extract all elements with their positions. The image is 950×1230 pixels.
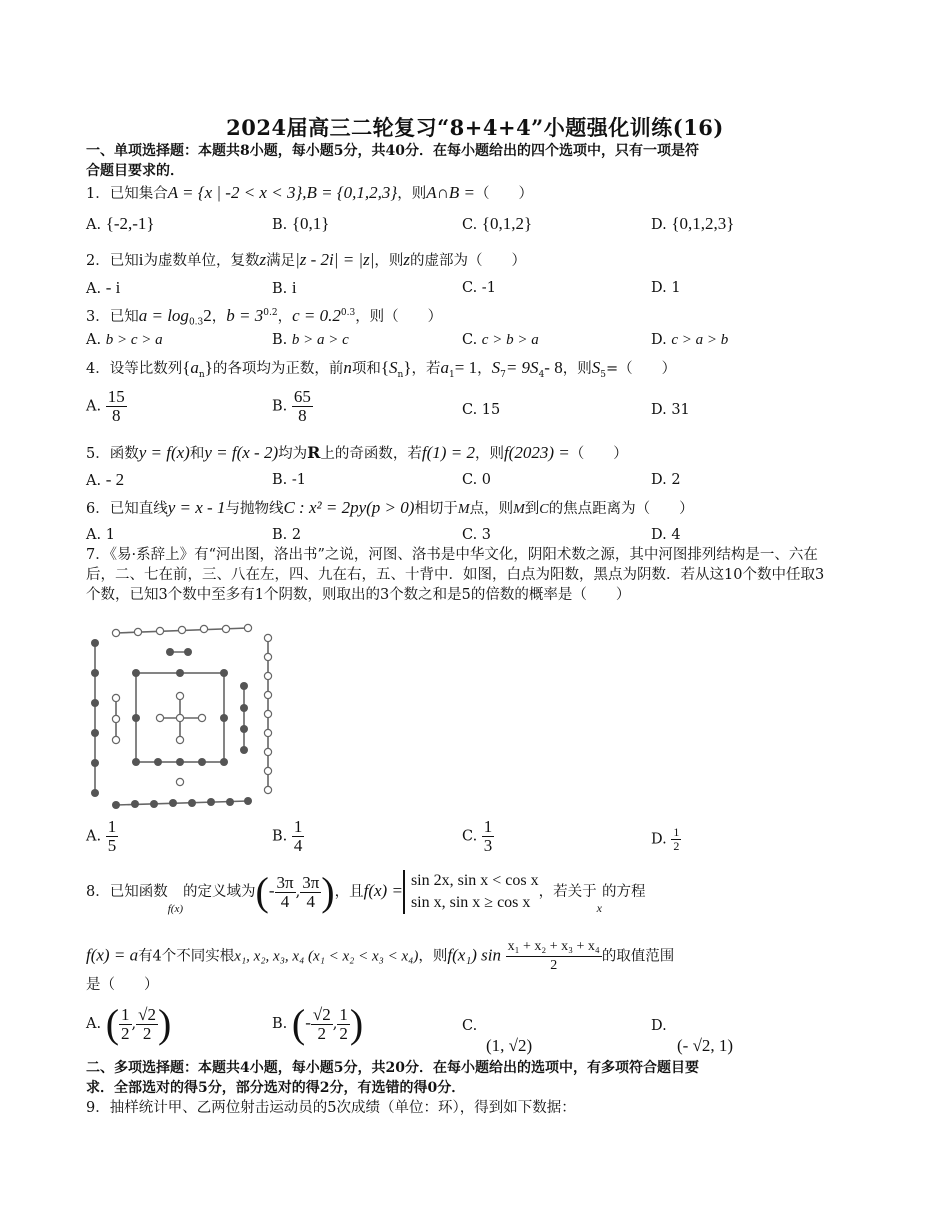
question-7: 7．《易·系辞上》有“河出图，洛出书”之说，河图、洛书是中华文化，阴阳术数之源，其中河图排列结构是一、六在后，二、七在前，三、八在左，四、九在右，五、十背中．如图，白点为阳数，黑点为阴数．若从这10个数中任取3个数，已知3个数中至多有1个阴数，则取出的3个数之和是5的倍数的概率是（ ） xyxy=(86,547,825,603)
q1-option-b[interactable]: B. {0,1} xyxy=(272,214,330,233)
q1-option-a[interactable]: A. {-2,-1} xyxy=(86,214,155,233)
question-9: 9．抽样统计甲、乙两位射击运动员的5次成绩（单位：环），得到如下数据： xyxy=(86,1100,576,1116)
section2-heading: 二、多项选择题：本题共4小题，每小题5分，共20分．在每小题给出的选项中，有多项符合题目要 求．全部选对的得5分，部分选对的得2分，有选错的得0分． xyxy=(86,1060,699,1096)
q4-option-c[interactable]: C. 15 xyxy=(462,402,501,418)
q3-option-a[interactable]: A. b > c > a xyxy=(86,332,163,348)
question-5: 5．函数y = f(x)和y = f(x - 2)均为R上的奇函数，若f(1) = 2，则f(2023) =（ ） xyxy=(86,443,628,462)
q6-option-d[interactable]: D. 4 xyxy=(651,527,681,543)
q8-option-b[interactable]: B. (- $\frac{√2}{2}$ , $\frac{1}{2}$ ) xyxy=(272,1001,364,1046)
q5-option-d[interactable]: D. 2 xyxy=(651,472,681,488)
q8-option-d[interactable]: D. (- √2, 1) xyxy=(651,1018,734,1055)
q2-option-c[interactable]: C. -1 xyxy=(462,280,496,296)
hetu-diagram xyxy=(82,618,282,818)
q2-option-b[interactable]: B. i xyxy=(272,278,297,297)
q2-option-d[interactable]: D. 1 xyxy=(651,280,681,296)
question-4: 4．设等比数列$\{a_n\}$的各项均为正数，前n项和$\{S_n\}$，若$a_1= 1$，$S_7= 9S_4-$ 8，则$S_5=$（ ） xyxy=(86,358,677,380)
page-title: 2024届高三二轮复习“8+4+4”小题强化训练(16) xyxy=(226,115,724,140)
piecewise-definition: sin 2x, sin x < cos x sin x, sin x ≥ cos x xyxy=(403,870,539,914)
q7-option-c[interactable]: C. $\frac{1}{3}$ xyxy=(462,817,493,855)
q8-option-a[interactable]: A. ( $\frac{1}{2}$ , $\frac{√2}{2}$ ) xyxy=(86,1001,172,1046)
question-2: 2．已知i为虚数单位，复数z满足|z - 2i| = |z|，则z的虚部为（ ） xyxy=(86,250,526,269)
q2-option-a[interactable]: A. - i xyxy=(86,278,121,297)
question-8-line2: f(x) = a有4个不同实根x₁, x₂, x₃, x₄ (x₁ < x₂ < x₃ < x₄)，则f(x₁) sin $\frac{\text{x₁ + x₂ + x₃ + x₄}}{2}$ 的取值范围 xyxy=(86,939,675,973)
q6-option-b[interactable]: B. 2 xyxy=(272,527,302,543)
question-1: 1．已知集合A = {x | -2 < x < 3},B = {0,1,2,3}，则A∩B =（ ） xyxy=(86,183,533,202)
q5-option-c[interactable]: C. 0 xyxy=(462,472,492,488)
q4-option-a[interactable]: A. $\frac{15}{8}$ xyxy=(86,387,125,425)
q7-option-d[interactable]: D. $\frac{1}{2}$ xyxy=(651,825,680,853)
q5-option-b[interactable]: B. -1 xyxy=(272,472,306,488)
question-8-line3: 是（ ） xyxy=(86,977,159,993)
q1-option-c[interactable]: C. {0,1,2} xyxy=(462,214,533,233)
q6-option-c[interactable]: C. 3 xyxy=(462,527,492,543)
q1-option-d[interactable]: D. {0,1,2,3} xyxy=(651,214,735,233)
q8-option-c[interactable]: C. (1, √2) xyxy=(462,1018,533,1055)
q3-option-d[interactable]: D. c > a > b xyxy=(651,332,729,348)
section1-heading: 一、单项选择题：本题共8小题，每小题5分，共40分．在每小题给出的四个选项中，只有一项是符 合题目要求的． xyxy=(86,143,699,179)
q3-option-c[interactable]: C. c > b > a xyxy=(462,332,539,348)
q4-option-b[interactable]: B. $\frac{65}{8}$ xyxy=(272,387,311,425)
question-6: 6．已知直线y = x - 1与抛物线C : x² = 2py(p > 0)相切于M点，则M到C的焦点距离为（ ） xyxy=(86,498,694,517)
q4-option-d[interactable]: D. 31 xyxy=(651,402,690,418)
q5-option-a[interactable]: A. - 2 xyxy=(86,470,125,489)
question-3: 3．已知$a = \log_{0.3}2$，$b = 3^{0.2}$，$c = 0.2^{0.3}$，则（ ） xyxy=(86,305,443,328)
q6-option-a[interactable]: A. 1 xyxy=(86,527,115,543)
q7-option-a[interactable]: A. $\frac{1}{5}$ xyxy=(86,817,117,855)
q3-option-b[interactable]: B. b > a > c xyxy=(272,332,349,348)
q7-option-b[interactable]: B. $\frac{1}{4}$ xyxy=(272,817,303,855)
question-8: 8．已知函数$_{f(x)}$的定义域为(- $\frac{3\pi}{4}$ , $\frac{3\pi}{4}$ )，且f(x) = sin 2x, sin x < cos x sin x, sin x ≥ cos x ，若关于$_x$的方程 xyxy=(86,869,646,915)
